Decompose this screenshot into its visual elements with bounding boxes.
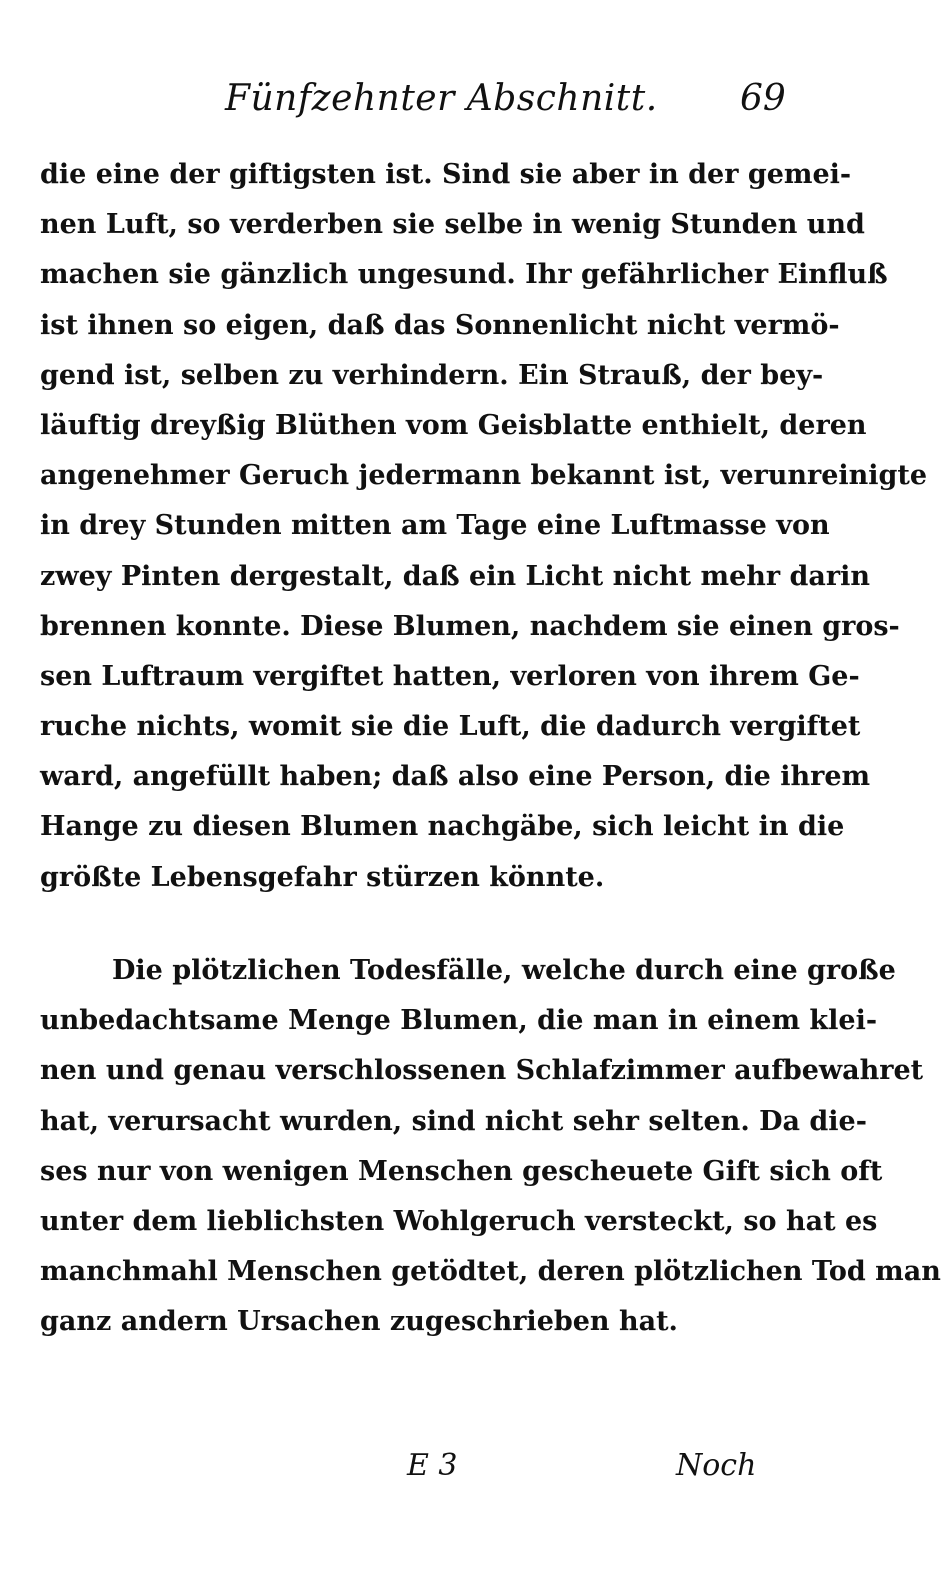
- text-line: angenehmer Geruch jedermann bekannt ist, verunreinigte: [40, 460, 928, 492]
- text-line: größte Lebensgefahr stürzen könnte.: [40, 861, 605, 893]
- text-line: die eine der giftigsten ist. Sind sie aber in der gemei-: [40, 159, 852, 190]
- text-line: sen Luftraum vergiftet hatten, verloren von ihrem Ge-: [40, 660, 860, 692]
- text-line: machen sie gänzlich ungesund. Ihr gefährlicher Einfluß: [40, 259, 888, 291]
- text-line: ganz andern Ursachen zugeschrieben hat.: [40, 1306, 678, 1338]
- text-line: gend ist, selben zu verhindern. Ein Strauß, der bey-: [40, 359, 824, 391]
- text-line: brennen konnte. Diese Blumen, nachdem sie einen gros-: [40, 610, 900, 642]
- text-line: unbedachtsame Menge Blumen, die man in einem klei-: [40, 1005, 878, 1037]
- text-line: läuftig dreyßig Blüthen vom Geisblatte enthielt, deren: [40, 409, 867, 441]
- catchword: Noch: [676, 1448, 757, 1483]
- text-line: nen Luft, so verderben sie selbe in wenig Stunden und: [40, 209, 865, 241]
- signature-mark: E 3: [407, 1448, 458, 1483]
- text-line: hat, verursacht wurden, sind nicht sehr selten. Da die-: [40, 1105, 867, 1137]
- text-line: ist ihnen so eigen, daß das Sonnenlicht nicht vermö-: [40, 309, 840, 341]
- text-line: zwey Pinten dergestalt, daß ein Licht nicht mehr darin: [40, 560, 870, 592]
- text-line: ward, angefüllt haben; daß also eine Person, die ihrem: [40, 761, 871, 793]
- text-line: nen und genau verschlossenen Schlafzimmer aufbewahret: [40, 1055, 924, 1087]
- paragraph-2: [40, 946, 941, 1348]
- chapter-title: Fünfzehnter Abschnitt.: [225, 78, 658, 119]
- paragraph-1: [40, 150, 928, 903]
- text-line: ses nur von wenigen Menschen gescheuete Gift sich oft: [40, 1155, 883, 1187]
- text-line: Die plötzlichen Todesfälle, welche durch eine große: [112, 955, 896, 986]
- text-line: unter dem lieblichsten Wohlgeruch versteckt, so hat es: [40, 1205, 878, 1237]
- page-number: 69: [740, 78, 786, 119]
- running-header: [0, 72, 830, 132]
- text-line: ruche nichts, womit sie die Luft, die dadurch vergiftet: [40, 711, 861, 743]
- text-line: Hange zu diesen Blumen nachgäbe, sich leicht in die: [40, 811, 845, 843]
- text-line: in drey Stunden mitten am Tage eine Luftmasse von: [40, 510, 830, 542]
- text-line: manchmahl Menschen getödtet, deren plötzlichen Tod man: [40, 1256, 941, 1288]
